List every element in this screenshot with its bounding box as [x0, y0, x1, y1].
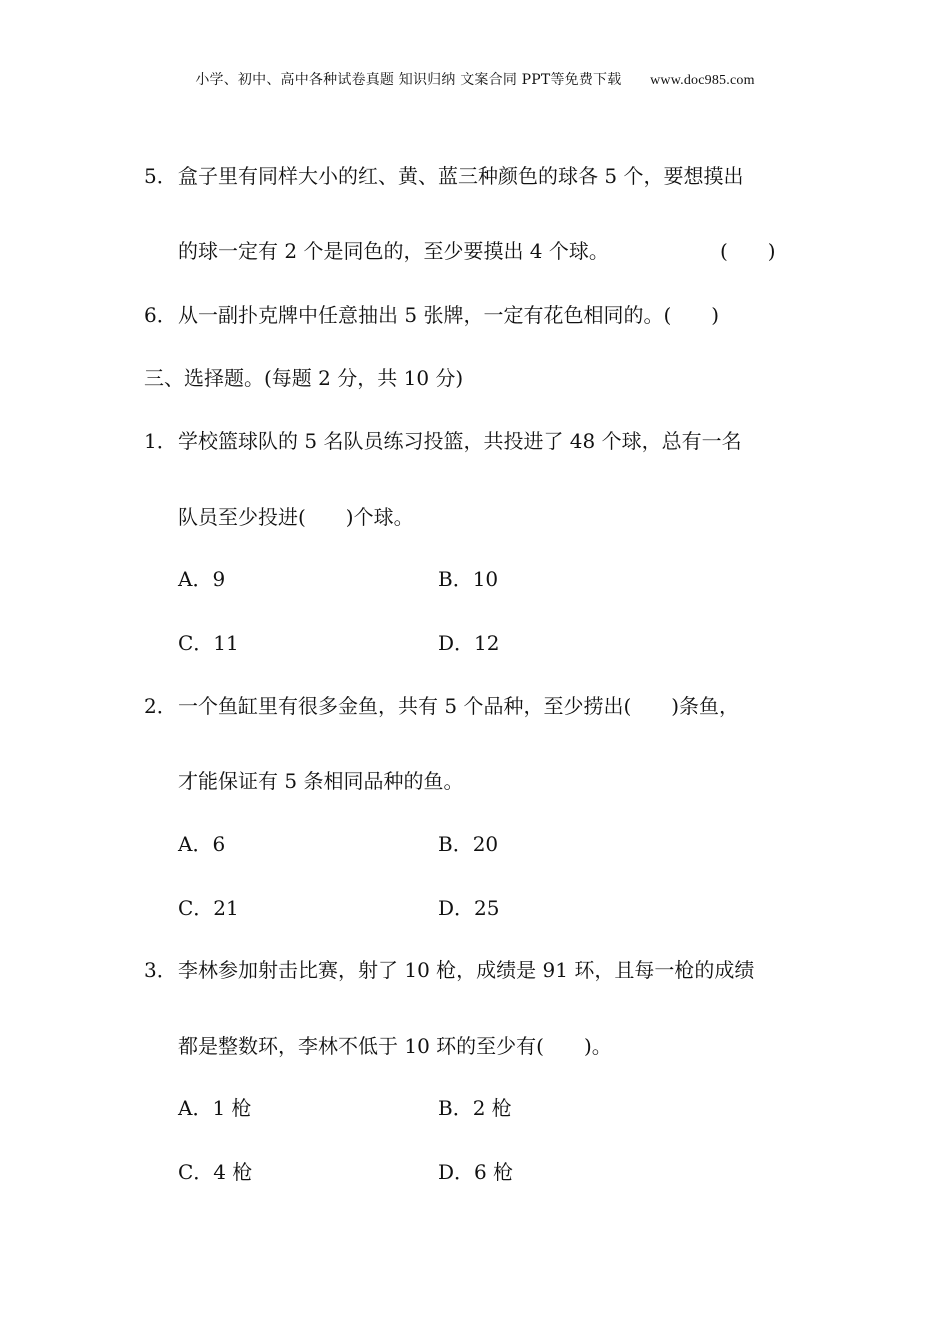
question-number: 2． — [144, 694, 177, 718]
question-number: 6． — [144, 303, 177, 327]
question-number: 5． — [144, 164, 177, 188]
question-text-line1: 李林参加射击比赛，射了 10 枪，成绩是 91 环，且每一枪的成绩 — [178, 958, 755, 982]
option-b[interactable]: B．2 枪 — [438, 1096, 512, 1120]
question-text-line1: 学校篮球队的 5 名队员练习投篮，共投进了 48 个球，总有一名 — [178, 429, 742, 453]
question-text-line2: 都是整数环，李林不低于 10 环的至少有( )。 — [178, 1034, 612, 1058]
option-b[interactable]: B．20 — [438, 832, 499, 856]
header-text: 小学、初中、高中各种试卷真题 知识归纳 文案合同 PPT等免费下载 — [195, 72, 622, 88]
header-site-url: www.doc985.com — [650, 73, 755, 88]
option-d[interactable]: D．25 — [438, 896, 500, 920]
section-title: 三、选择题。(每题 2 分，共 10 分) — [144, 366, 464, 390]
answer-blank[interactable]: ( ) — [720, 239, 776, 263]
question-text-line2: 才能保证有 5 条相同品种的鱼。 — [178, 769, 464, 793]
option-c[interactable]: C．4 枪 — [178, 1160, 253, 1184]
question-text-line2: 的球一定有 2 个是同色的，至少要摸出 4 个球。 — [178, 239, 609, 263]
option-a[interactable]: A．1 枪 — [178, 1096, 252, 1120]
option-c[interactable]: C．21 — [178, 896, 239, 920]
question-text-line1: 盒子里有同样大小的红、黄、蓝三种颜色的球各 5 个，要想摸出 — [178, 164, 744, 188]
question-number: 1． — [144, 429, 177, 453]
option-a[interactable]: A．6 — [178, 832, 226, 856]
question-text-line1: 从一副扑克牌中任意抽出 5 张牌，一定有花色相同的。( ) — [178, 303, 720, 327]
question-number: 3． — [144, 958, 177, 982]
option-d[interactable]: D．6 枪 — [438, 1160, 514, 1184]
question-text-line1: 一个鱼缸里有很多金鱼，共有 5 个品种，至少捞出( )条鱼， — [178, 694, 740, 718]
option-a[interactable]: A．9 — [178, 567, 226, 591]
question-text-line2: 队员至少投进( )个球。 — [178, 505, 414, 529]
option-c[interactable]: C．11 — [178, 631, 239, 655]
option-b[interactable]: B．10 — [438, 567, 499, 591]
option-d[interactable]: D．12 — [438, 631, 500, 655]
page-header — [0, 69, 950, 89]
